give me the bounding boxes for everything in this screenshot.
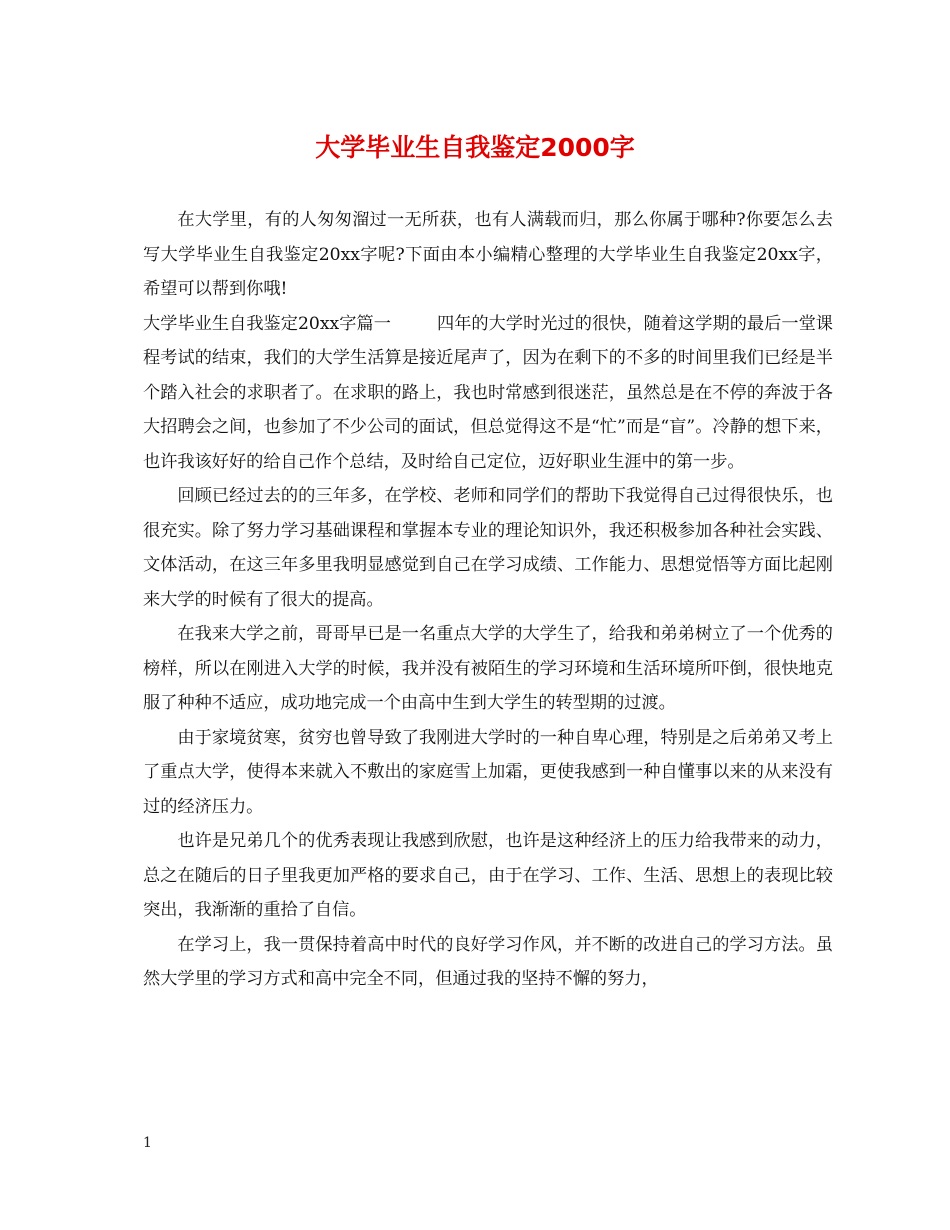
body-paragraph-3: 由于家境贫寒，贫穷也曾导致了我刚进大学时的一种自卑心理，特别是之后弟弟又考上了重点大学，使得本来就入不敷出的家庭雪上加霜，更使我感到一种自懂事以来的从来没有过的经济压力。 <box>143 727 833 817</box>
document-body <box>143 203 833 997</box>
body-paragraph-4: 也许是兄弟几个的优秀表现让我感到欣慰，也许是这种经济上的压力给我带来的动力，总之在随后的日子里我更加严格的要求自己，由于在学习、工作、生活、思想上的表现比较突出，我渐渐的重拾了自信。 <box>143 831 833 920</box>
page-number: 1 <box>143 1135 152 1151</box>
section-first-paragraph: 四年的大学时光过的很快，随着这学期的最后一堂课程考试的结束，我们的大学生活算是接近尾声了，因为在剩下的不多的时间里我们已经是半个踏入社会的求职者了。在求职的路上，我也时常感到很迷茫，虽然总是在不停的奔波于各大招聘会之间，也参加了不少公司的面试，但总觉得这不是“忙”而是“盲”。冷静的想下来，也许我该好好的给自己作个总结，及时给自己定位，迈好职业生涯中的第一步。 <box>143 313 833 472</box>
body-paragraph-5: 在学习上，我一贯保持着高中时代的良好学习作风，并不断的改进自己的学习方法。虽然大学里的学习方式和高中完全不同，但通过我的坚持不懈的努力， <box>143 934 833 989</box>
document-title: 大学毕业生自我鉴定2000字 <box>315 133 635 162</box>
body-paragraph-1: 回顾已经过去的的三年多，在学校、老师和同学们的帮助下我觉得自己过得很快乐，也很充实。除了努力学习基础课程和掌握本专业的理论知识外，我还积极参加各种社会实践、文体活动，在这三年多里我明显感觉到自己在学习成绩、工作能力、思想觉悟等方面比起刚来大学的时候有了很大的提高。 <box>143 486 833 610</box>
intro-paragraph: 在大学里，有的人匆匆溜过一无所获，也有人满载而归，那么你属于哪种?你要怎么去写大学毕业生自我鉴定20xx字呢?下面由本小编精心整理的大学毕业生自我鉴定20xx字，希望可以帮到你哦! <box>143 210 833 299</box>
section-heading: 大学毕业生自我鉴定20xx字篇一 <box>143 313 391 334</box>
section-paragraph <box>143 307 833 480</box>
body-paragraph-2: 在我来大学之前，哥哥早已是一名重点大学的大学生了，给我和弟弟树立了一个优秀的榜样，所以在刚进入大学的时候，我并没有被陌生的学习环境和生活环境所吓倒，很快地克服了种种不适应，成功地完成一个由高中生到大学生的转型期的过渡。 <box>143 624 833 713</box>
